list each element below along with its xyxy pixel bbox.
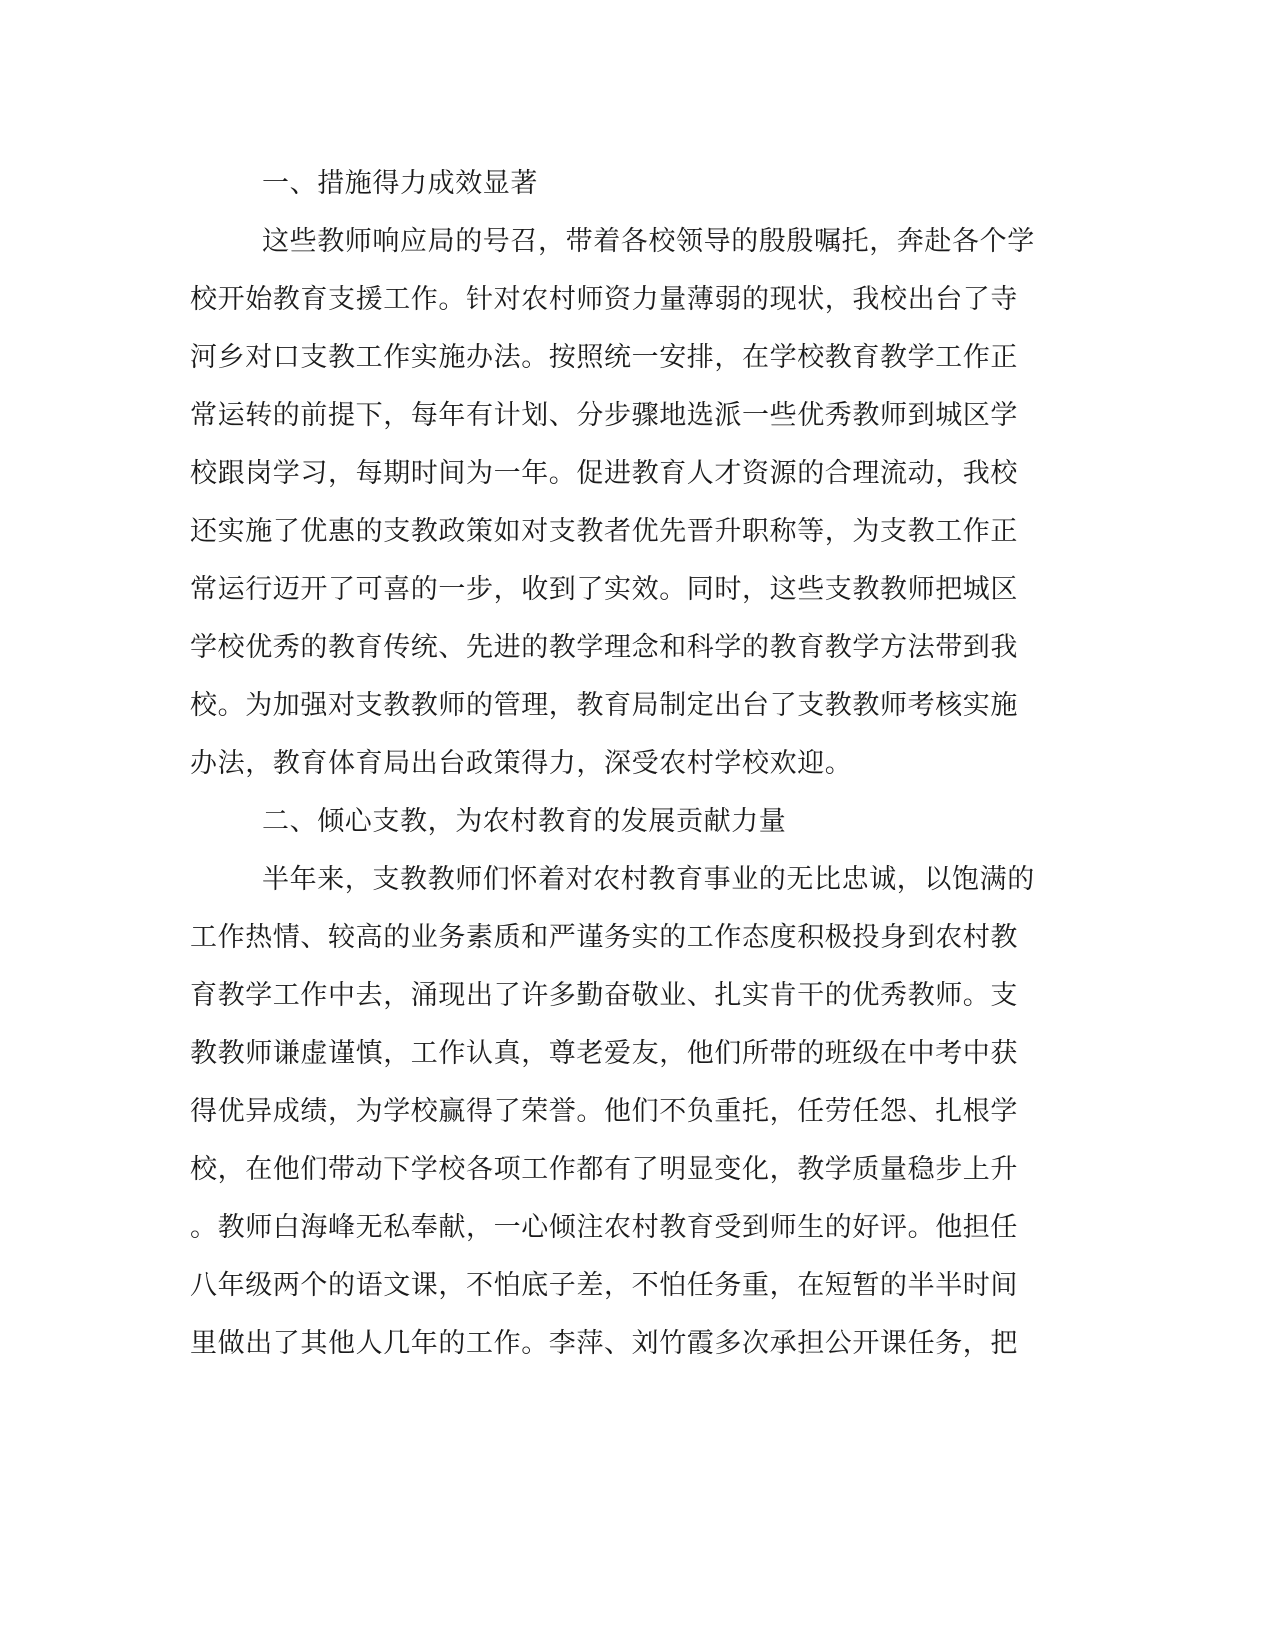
paragraph-line: 校，在他们带动下学校各项工作都有了明显变化，教学质量稳步上升 [190,1154,1018,1185]
paragraph-line: 校。为加强对支教教师的管理，教育局制定出台了支教教师考核实施 [190,690,1018,721]
paragraph-line: 还实施了优惠的支教政策如对支教者优先晋升职称等，为支教工作正 [190,516,1018,547]
paragraph-line: 学校优秀的教育传统、先进的教学理念和科学的教育教学方法带到我 [190,632,1018,663]
paragraph-line: 八年级两个的语文课，不怕底子差，不怕任务重，在短暂的半半时间 [190,1270,1018,1301]
paragraph-line: 校跟岗学习，每期时间为一年。促进教育人才资源的合理流动，我校 [190,458,1018,489]
paragraph-line: 常运行迈开了可喜的一步，收到了实效。同时，这些支教教师把城区 [190,574,1018,605]
paragraph-line: 常运转的前提下，每年有计划、分步骤地选派一些优秀教师到城区学 [190,400,1018,431]
section-heading-1: 一、措施得力成效显著 [262,168,538,199]
paragraph-line: 办法，教育体育局出台政策得力，深受农村学校欢迎。 [190,748,853,779]
paragraph-line: 这些教师响应局的号召，带着各校领导的殷殷嘱托，奔赴各个学 [262,226,1035,257]
paragraph-line: 里做出了其他人几年的工作。李萍、刘竹霞多次承担公开课任务，把 [190,1328,1018,1359]
paragraph-line: 河乡对口支教工作实施办法。按照统一安排，在学校教育教学工作正 [190,342,1018,373]
paragraph-line: 半年来，支教教师们怀着对农村教育事业的无比忠诚，以饱满的 [262,864,1035,895]
paragraph-line: 校开始教育支援工作。针对农村师资力量薄弱的现状，我校出台了寺 [190,284,1018,315]
paragraph-line: 。教师白海峰无私奉献，一心倾注农村教育受到师生的好评。他担任 [190,1212,1018,1243]
paragraph-line: 得优异成绩，为学校赢得了荣誉。他们不负重托，任劳任怨、扎根学 [190,1096,1018,1127]
paragraph-line: 工作热情、较高的业务素质和严谨务实的工作态度积极投身到农村教 [190,922,1018,953]
paragraph-line: 教教师谦虚谨慎，工作认真，尊老爱友，他们所带的班级在中考中获 [190,1038,1018,1069]
paragraph-line: 育教学工作中去，涌现出了许多勤奋敬业、扎实肯干的优秀教师。支 [190,980,1018,1011]
section-heading-2: 二、倾心支教，为农村教育的发展贡献力量 [262,806,787,837]
